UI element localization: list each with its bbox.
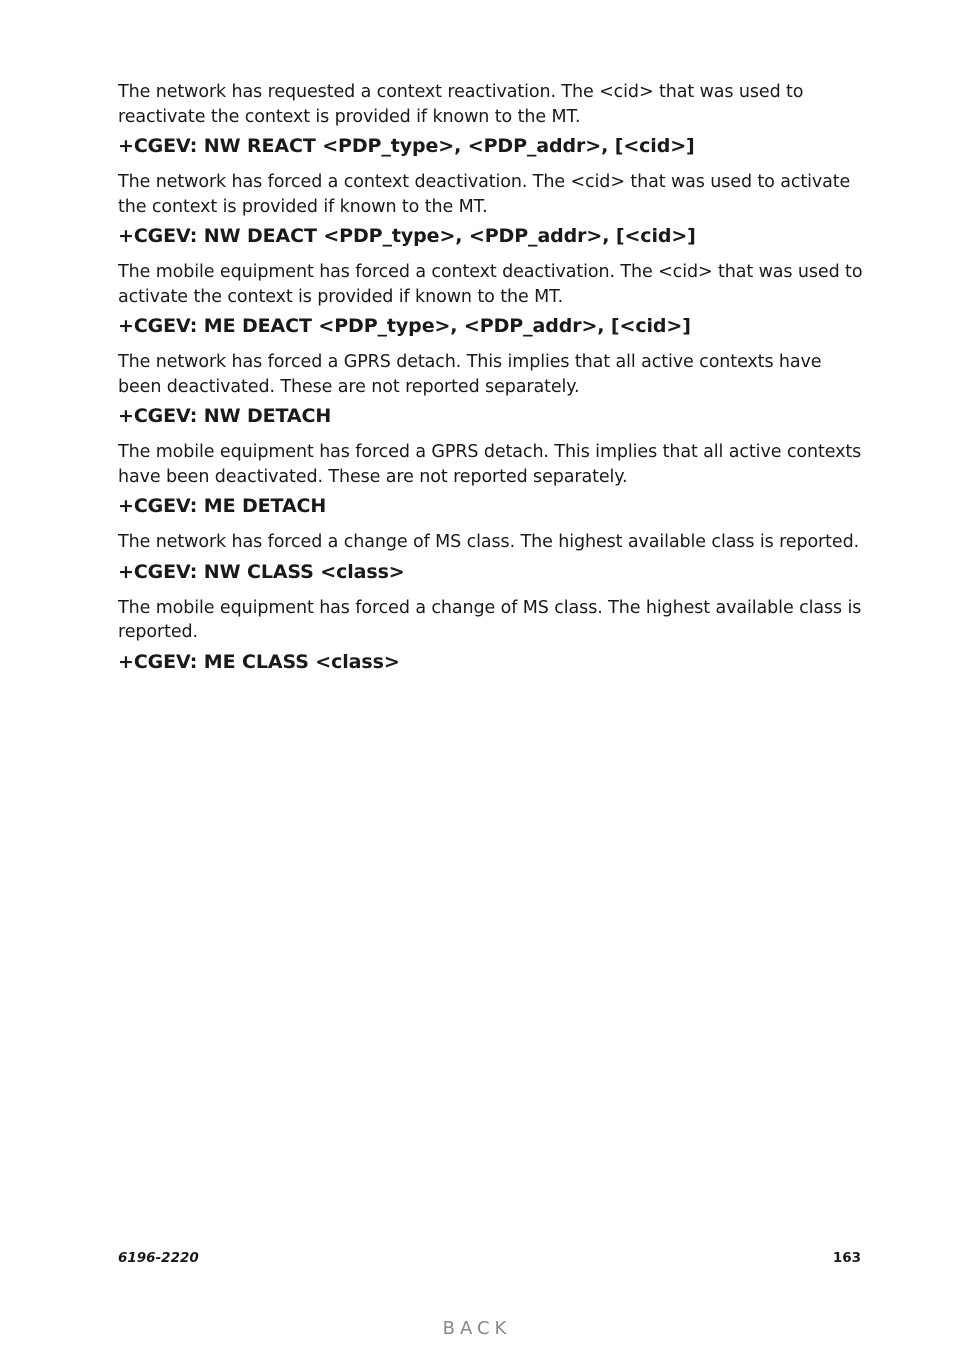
back-link[interactable]: BACK [442,1318,512,1339]
description-paragraph: The network has requested a context reactivation. The <cid> that was used to reactivate the context is provided if known to the MT. [118,82,804,127]
description-paragraph: The network has forced a context deactivation. The <cid> that was used to activate the context is provided if known to the MT. [118,172,851,217]
page-content [118,80,863,686]
description-paragraph: The network has forced a GPRS detach. This implies that all active contexts have been deactivated. These are not reported separately. [118,352,822,397]
command-syntax: +CGEV: NW REACT <PDP_type>, <PDP_addr>, [<cid>] [118,135,695,157]
command-syntax: +CGEV: NW CLASS <class> [118,560,405,583]
description-paragraph: The mobile equipment has forced a context deactivation. The <cid> that was used to activate the context is provided if known to the MT. [118,262,863,307]
description-paragraph: The mobile equipment has forced a change of MS class. The highest available class is reported. [118,597,862,642]
page-number: 163 [832,1250,861,1266]
command-syntax: +CGEV: NW DETACH [118,405,332,427]
description-paragraph: The network has forced a change of MS class. The highest available class is reported. [118,532,860,552]
command-syntax: +CGEV: ME DETACH [118,495,327,517]
command-syntax: +CGEV: ME DEACT <PDP_type>, <PDP_addr>, [<cid>] [118,315,691,337]
command-syntax: +CGEV: NW DEACT <PDP_type>, <PDP_addr>, [<cid>] [118,225,696,247]
command-syntax: +CGEV: ME CLASS <class> [118,650,400,673]
document-number: 6196-2220 [118,1250,199,1266]
description-paragraph: The mobile equipment has forced a GPRS detach. This implies that all active contexts have been deactivated. These are not reported separately. [118,442,862,487]
